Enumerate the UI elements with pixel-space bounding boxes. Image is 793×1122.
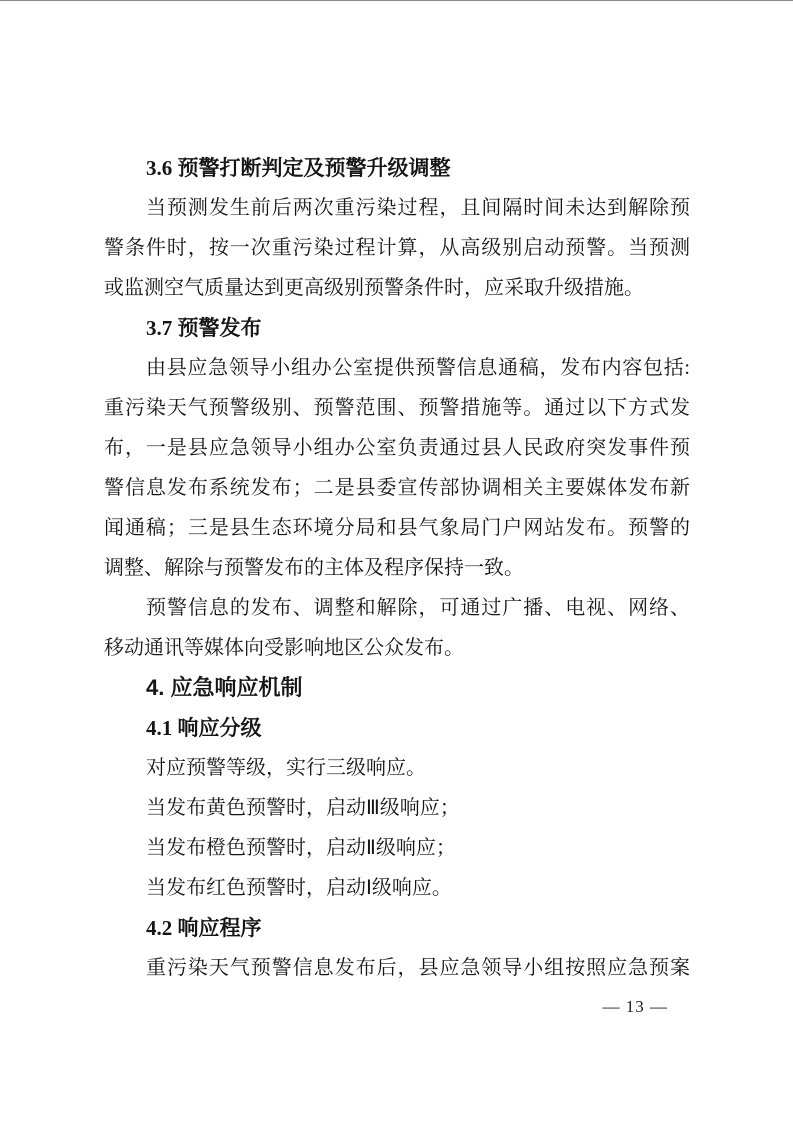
body-line: 当发布黄色预警时，启动Ⅲ级响应； — [146, 797, 460, 819]
body-line: 当发布红色预警时，启动Ⅰ级响应。 — [146, 877, 452, 899]
body-line: 警信息发布系统发布；二是县委宣传部协调相关主要媒体发布新 — [104, 477, 690, 499]
body-line: 移动通讯等媒体向受影响地区公众发布。 — [104, 637, 464, 659]
page-number: — 13 — — [602, 997, 668, 1016]
body-line: 闻通稿；三是县生态环境分局和县气象局门户网站发布。预警的 — [104, 517, 690, 539]
heading-line: 3.6 预警打断判定及预警升级调整 — [146, 156, 451, 180]
heading-line: 4.2 响应程序 — [146, 916, 262, 940]
body-line: 重污染天气预警级别、预警范围、预警措施等。通过以下方式发 — [104, 397, 690, 419]
heading-line: 4. 应急响应机制 — [146, 675, 303, 700]
document-lines — [104, 148, 690, 988]
heading-line: 4.1 响应分级 — [146, 716, 262, 740]
body-line: 当预测发生前后两次重污染过程，且间隔时间未达到解除预 — [146, 197, 690, 219]
body-line: 或监测空气质量达到更高级别预警条件时，应采取升级措施。 — [104, 277, 644, 299]
body-line: 重污染天气预警信息发布后，县应急领导小组按照应急预案 — [146, 957, 690, 979]
body-line: 对应预警等级，实行三级响应。 — [146, 757, 426, 779]
body-line: 警条件时，按一次重污染过程计算，从高级别启动预警。当预测 — [104, 237, 690, 259]
body-line: 布，一是县应急领导小组办公室负责通过县人民政府突发事件预 — [104, 437, 690, 459]
page-top-edge — [0, 0, 793, 1]
body-line: 调整、解除与预警发布的主体及程序保持一致。 — [104, 557, 524, 579]
body-line: 当发布橙色预警时，启动Ⅱ级响应； — [146, 837, 456, 859]
body-line: 由县应急领导小组办公室提供预警信息通稿，发布内容包括: — [146, 357, 690, 379]
body-line: 预警信息的发布、调整和解除，可通过广播、电视、网络、 — [146, 597, 690, 619]
heading-line: 3.7 预警发布 — [146, 316, 262, 340]
